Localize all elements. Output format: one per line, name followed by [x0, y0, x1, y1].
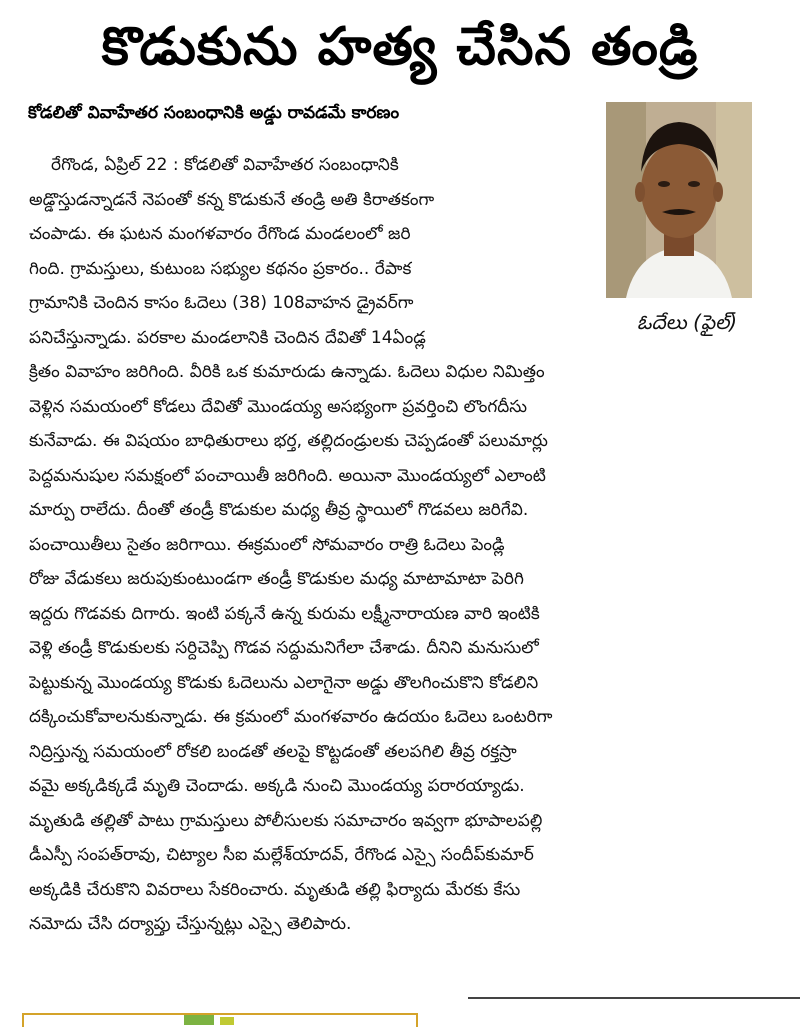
article-line: పనిచేస్తున్నాడు. పరకాల మండలానికి చెందిన దేవితో 14ఏండ్ల — [29, 327, 426, 348]
article-line: చంపాడు. ఈ ఘటన మంగళవారం రేగొండ మండలంలో జరి — [29, 224, 411, 244]
article-line: గ్రామానికి చెందిన కాసం ఓదెలు (38) 108వాహన డ్రైవర్‌గా — [29, 293, 414, 313]
article-line: గింది. గ్రామస్తులు, కుటుంబ సభ్యుల కథనం ప్రకారం.. రేపాక — [29, 258, 412, 279]
article-headline: కొడుకును హత్య చేసిన తండ్రి — [101, 17, 699, 77]
photo-caption: ఓదేలు (ఫైల్) — [636, 310, 738, 334]
article-line: కునేవాడు. ఈ విషయం బాధితురాలు భర్త, తల్లిదండ్రులకు చెప్పడంతో పలుమార్లు — [29, 431, 548, 451]
article-line: వమై అక్కడిక్కడే మృతి చెందాడు. అక్కడి నుంచి మొండయ్య పరారయ్యాడు. — [29, 776, 525, 796]
article-line: అక్కడికి చేరుకొని వివరాలు సేకరించారు. మృతుడి తల్లి ఫిర్యాదు మేరకు కేసు — [29, 879, 521, 900]
article-line: మృతుడి తల్లితో పాటు గ్రామస్తులు పోలీసులకు సమాచారం ఇవ్వగా భూపాలపల్లి — [29, 810, 543, 831]
article-line: వెళ్లి తండ్రీ కొడుకులకు సర్దిచెప్పి గొడవ సద్దుమనిగేలా చేశాడు. దీనిని మనుసులో — [29, 638, 539, 658]
article-line: రోజు వేడుకలు జరుపుకుంటుండగా తండ్రీ కొడుకుల మధ్య మాటామాటా పెరిగి — [29, 569, 524, 589]
article-line: డీఎస్పీ సంపత్‌రావు, చిట్యాల సీఐ మల్లేశ్‌యాదవ్, రేగొండ ఎస్సై సందీప్‌కుమార్ — [29, 845, 534, 865]
article-line: పెద్దమనుషుల సమక్షంలో పంచాయితీ జరిగింది. అయినా మొండయ్యలో ఎలాంటి — [29, 465, 546, 486]
article-subheadline: కోడలితో వివాహేతర సంబంధానికి అడ్డు రావడమే కారణం — [28, 103, 400, 123]
article-body — [29, 148, 774, 942]
column-divider — [468, 997, 800, 999]
article-line: దక్కించుకోవాలనుకున్నాడు. ఈ క్రమంలో మంగళవారం ఉదయం ఓదెలు ఒంటరిగా — [29, 707, 553, 727]
article-line: మార్పు రాలేదు. దీంతో తండ్రీ కొడుకుల మధ్య తీవ్ర స్థాయిలో గొడవలు జరిగేవి. — [29, 500, 529, 520]
article-line: క్రితం వివాహం జరిగింది. వీరికి ఒక కుమారుడు ఉన్నాడు. ఓదెలు విధుల నిమిత్తం — [29, 362, 545, 382]
article-line: నిద్రిస్తున్న సమయంలో రోకలి బండతో తలపై కొట్టడంతో తలపగిలి తీవ్ర రక్తస్రా — [29, 741, 517, 762]
article-line: రేగొండ, ఏప్రిల్ 22 : కోడలితో వివాహేతర సంబంధానికి — [51, 155, 399, 175]
article-line: పెట్టుకున్న మొండయ్య కొడుకు ఓదెలును ఎలాగైనా అడ్డు తొలగించుకొని కోడలిని — [29, 672, 539, 693]
leaf-graphic — [184, 1015, 214, 1025]
article-line: ఇద్దరు గొడవకు దిగారు. ఇంటి పక్కనే ఉన్న కురుమ లక్ష్మీనారాయణ వారి ఇంటికి — [29, 603, 540, 624]
leaf-graphic — [220, 1017, 234, 1025]
article-line: అడ్డొస్తుడన్నాడనే నెపంతో కన్న కొడుకునే తండ్రి అతి కిరాతకంగా — [29, 189, 435, 210]
article-line: పంచాయితీలు సైతం జరిగాయి. ఈక్రమంలో సోమవారం రాత్రి ఓదెలు పెండ్లి — [29, 534, 505, 555]
article-line: వెళ్లిన సమయంలో కోడలు దేవితో మొండయ్య అసభ్యంగా ప్రవర్తించి లొంగదీసు — [29, 396, 528, 417]
article-line: నమోదు చేసి దర్యాప్తు చేస్తున్నట్లు ఎస్సై తెలిపారు. — [29, 914, 352, 934]
